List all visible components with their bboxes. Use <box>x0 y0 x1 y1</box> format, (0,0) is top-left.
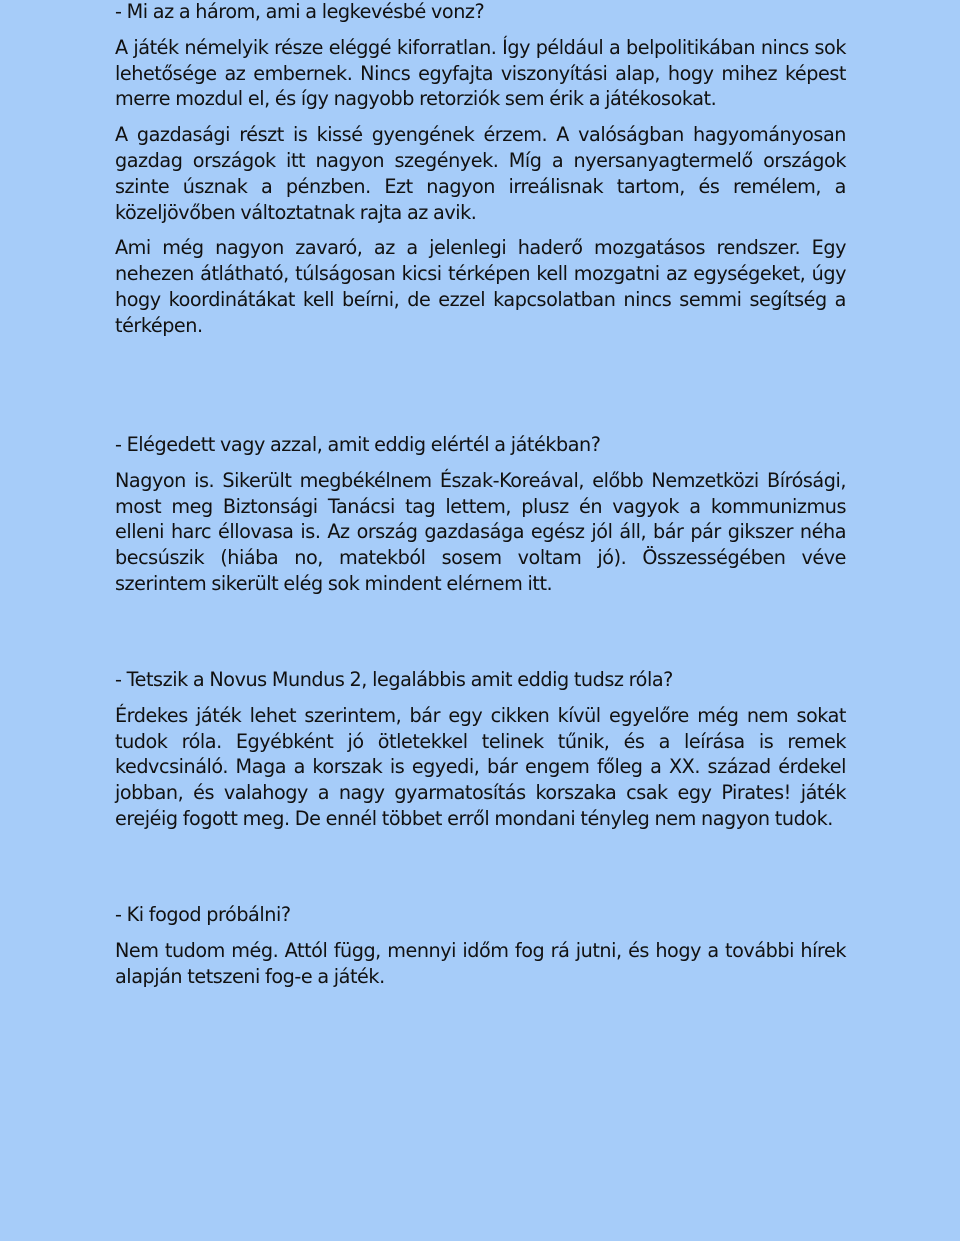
interview-section-1 <box>115 0 846 339</box>
answer-paragraph: Nem tudom még. Attól függ, mennyi időm fog rá jutni, és hogy a további hírek alapján tetszeni fog-e a játék. <box>115 938 846 988</box>
answer-paragraph: A játék némelyik része eléggé kiforratlan. Így például a belpolitikában nincs sok lehetősége az embernek. Nincs egyfajta viszonyítási alap, hogy mihez képest merre mozdul el, és így nagyobb retorziók sem érik a játékosokat. <box>115 35 846 111</box>
interview-section-4 <box>115 902 846 989</box>
question-heading: - Tetszik a Novus Mundus 2, legalábbis amit eddig tudsz róla? <box>115 668 673 691</box>
question-heading: - Mi az a három, ami a legkevésbé vonz? <box>115 0 485 23</box>
answer-paragraph: Érdekes játék lehet szerintem, bár egy cikken kívül egyelőre még nem sokat tudok róla. Egyébként jó ötletekkel telinek tűnik, és a leírása is remek kedvcsináló. Maga a korszak is egyedi, bár engem főleg a XX. század érdekel jobban, és valahogy a nagy gyarmatosítás korszaka csak egy Pirates! játék erejéig fogott meg. De ennél többet erről mondani tényleg nem nagyon tudok. <box>115 703 846 830</box>
question-heading: - Ki fogod próbálni? <box>115 903 291 926</box>
answer-paragraph: Ami még nagyon zavaró, az a jelenlegi haderő mozgatásos rendszer. Egy nehezen átlátható, túlságosan kicsi térképen kell mozgatni az egységeket, úgy hogy koordinátákat kell beírni, de ezzel kapcsolatban nincs semmi segítség a térképen. <box>115 236 846 337</box>
answer-paragraph: A gazdasági részt is kissé gyengének érzem. A valóságban hagyományosan gazdag országok itt nagyon szegények. Míg a nyersanyagtermelő országok szinte úsznak a pénzben. Ezt nagyon irreálisnak tartom, és remélem, a közeljövőben változtatnak rajta az avik. <box>115 123 846 224</box>
interview-section-2 <box>115 432 846 597</box>
interview-section-3 <box>115 667 846 832</box>
question-heading: - Elégedett vagy azzal, amit eddig elértél a játékban? <box>115 433 601 456</box>
answer-paragraph: Nagyon is. Sikerült megbékélnem Észak-Koreával, előbb Nemzetközi Bírósági, most meg Biztonsági Tanácsi tag lettem, plusz én vagyok a kommunizmus elleni harc éllovasa is. Az ország gazdasága egész jól áll, bár pár gikszer néha becsúszik (hiába no, matekból sosem voltam jó). Összességében véve szerintem sikerült elég sok mindent elérnem itt. <box>115 468 846 595</box>
